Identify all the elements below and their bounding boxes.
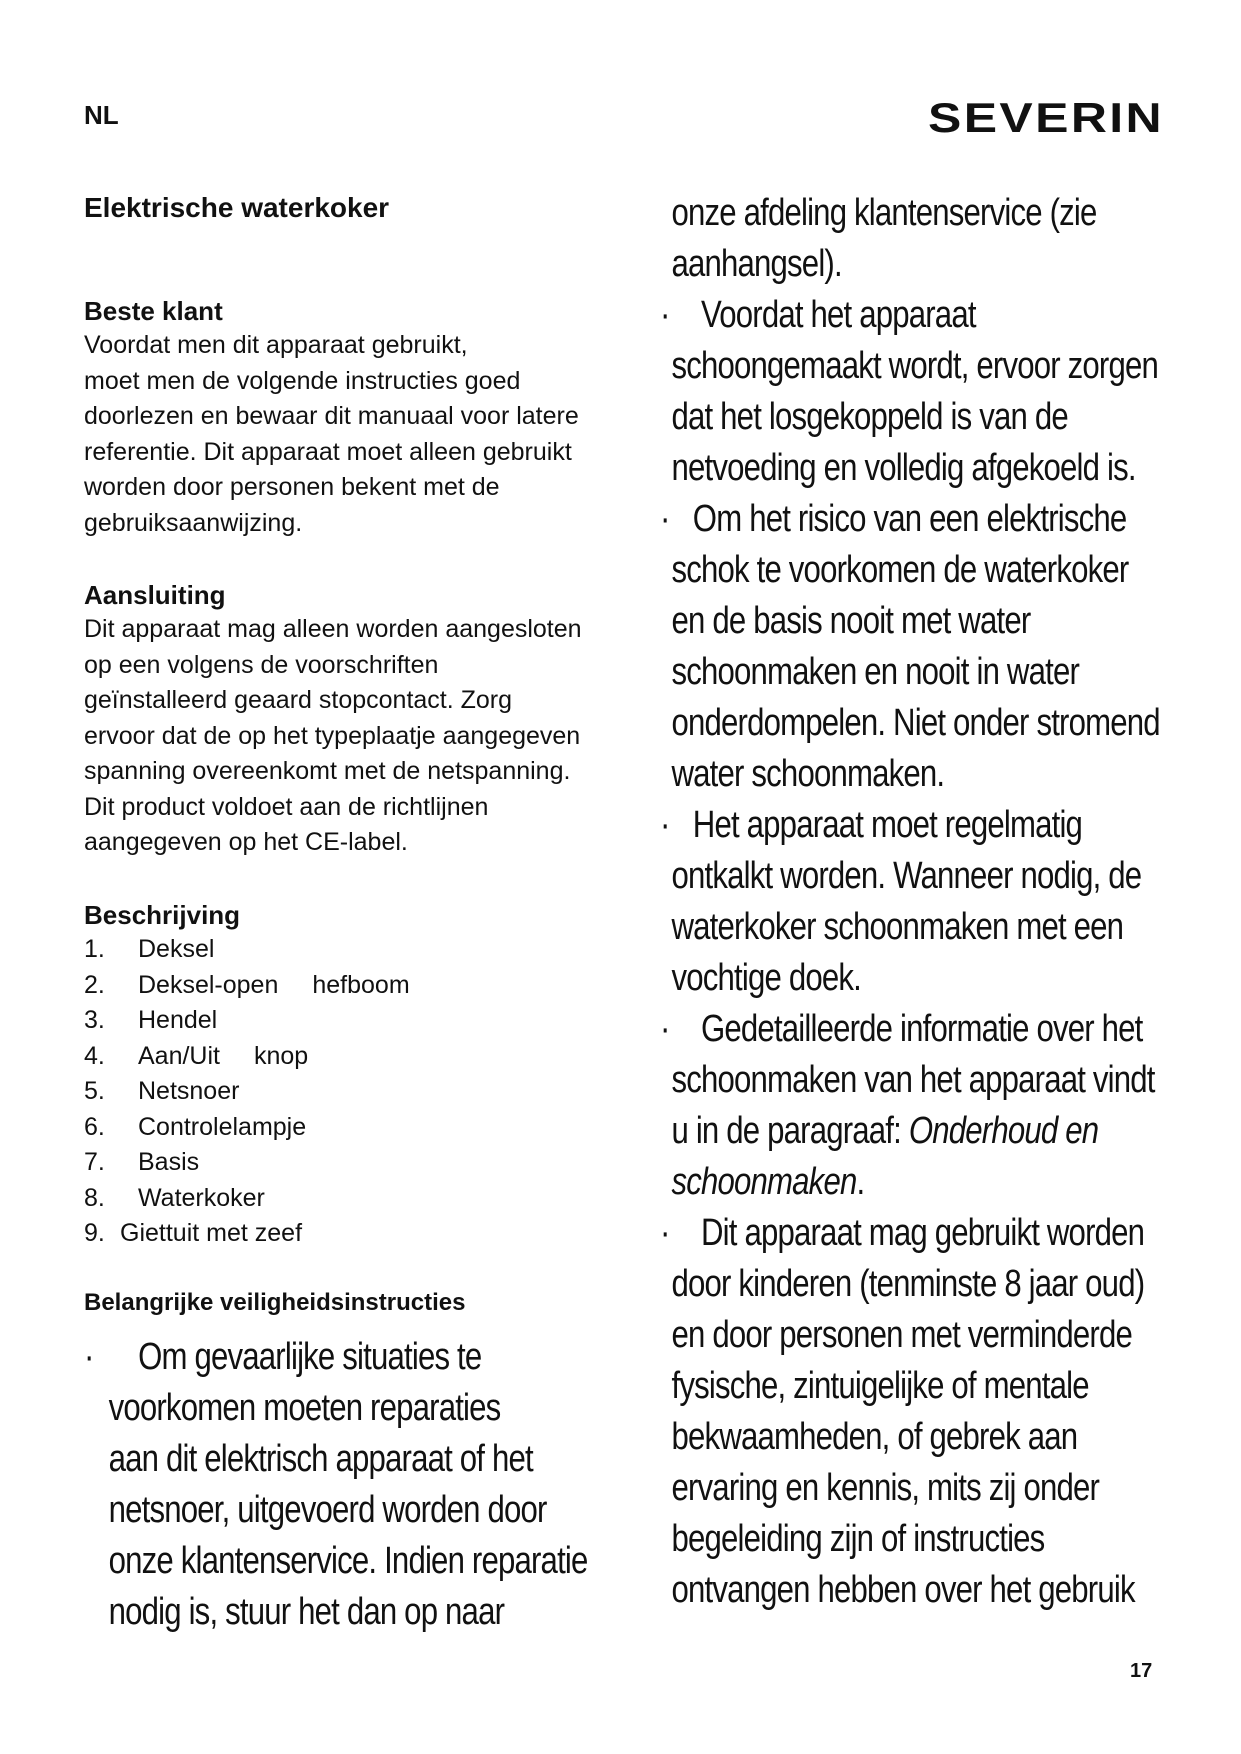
italic-reference: schoonmaken (671, 1161, 857, 1203)
bullet-line: waterkoker schoonmaken met een (671, 906, 1124, 948)
bullet-line: nodig is, stuur het dan op naar (108, 1591, 505, 1633)
page-number: 17 (1130, 1660, 1153, 1682)
list-item (84, 1074, 624, 1110)
bullet-dot: · (84, 1336, 94, 1378)
bullet-line: schok te voorkomen de waterkoker (671, 549, 1129, 591)
safety-heading: Belangrijke veiligheidsinstructies (84, 1289, 466, 1316)
bullet-line: en de basis nooit met water (671, 600, 1031, 642)
bullet-line: voorkomen moeten reparaties (108, 1387, 501, 1429)
connection-line: Dit apparaat mag alleen worden aangesloten (84, 615, 582, 643)
list-item (84, 1039, 624, 1075)
bullet-line: schoonmaken. (671, 1161, 865, 1203)
bullet-line: schoongemaakt wordt, ervoor zorgen (671, 345, 1159, 387)
bullet-line: schoonmaken van het apparaat vindt (671, 1059, 1155, 1101)
bullet-line: · Dit apparaat mag gebruikt worden (660, 1208, 1160, 1259)
list-item-number: 1. (84, 935, 105, 963)
bullet-line: u in de paragraaf: Onderhoud en (671, 1110, 1099, 1152)
connection-line: aangegeven op het CE-label. (84, 828, 408, 856)
list-item-label: Deksel (138, 935, 215, 963)
italic-reference: Onderhoud en (908, 1110, 1099, 1152)
svg-text:SEVERIN: SEVERIN (928, 96, 1164, 140)
bullet-dot: · (660, 1212, 670, 1254)
list-item (84, 1216, 624, 1252)
list-item-extra: knop (253, 1041, 309, 1070)
bullet-line: vochtige doek. (671, 957, 861, 999)
list-item-number: 3. (84, 1006, 105, 1034)
connection-section (84, 578, 624, 861)
language-code: NL (84, 100, 119, 130)
list-item-label: Giettuit met zeef (120, 1219, 303, 1247)
greeting-line: doorlezen en bewaar dit manuaal voor latere (84, 402, 579, 430)
list-item-label: Hendel (138, 1006, 218, 1034)
greeting-line: worden door personen bekent met de (84, 473, 500, 501)
bullet-line: begeleiding zijn of instructies (671, 1518, 1045, 1560)
bullet-line: door kinderen (tenminste 8 jaar oud) (671, 1263, 1145, 1305)
bullet-line: onze klantenservice. Indien reparatie (108, 1540, 588, 1582)
list-item-number: 5. (84, 1077, 105, 1105)
greeting-heading: Beste klant (84, 296, 223, 326)
connection-line: Dit product voldoet aan de richtlijnen (84, 792, 489, 821)
greeting-line: referentie. Dit apparaat moet alleen gebruikt (84, 437, 572, 466)
bullet-line: · Het apparaat moet regelmatig (660, 800, 1160, 851)
severin-logo (928, 96, 1166, 140)
list-item (84, 1181, 624, 1217)
greeting-line: gebruiksaanwijzing. (84, 508, 303, 537)
list-item-number: 2. (84, 970, 105, 999)
continuation-line: aanhangsel). (671, 243, 842, 285)
right-column-text (660, 188, 1241, 1616)
bullet-line: ontkalkt worden. Wanneer nodig, de (671, 855, 1142, 897)
bullet-line: ervaring en kennis, mits zij onder (671, 1467, 1100, 1509)
list-item-number: 4. (84, 1041, 105, 1070)
bullet-line: · Gedetailleerde informatie over het (660, 1004, 1160, 1055)
continuation-line: onze afdeling klantenservice (zie (671, 192, 1097, 234)
greeting-section (84, 294, 624, 541)
list-item (84, 932, 624, 968)
bullet-dot: · (660, 804, 670, 846)
connection-line: spanning overeenkomt met de netspanning. (84, 757, 571, 785)
bullet-line: dat het losgekoppeld is van de (671, 396, 1068, 438)
bullet-line: bekwaamheden, of gebrek aan (671, 1416, 1078, 1458)
connection-heading: Aansluiting (84, 580, 226, 610)
list-item-label: Waterkoker (138, 1183, 265, 1212)
bullet-line: water schoonmaken. (671, 753, 945, 795)
document-title: Elektrische waterkoker (84, 192, 390, 223)
greeting-line: Voordat men dit apparaat gebruikt, (84, 331, 468, 359)
list-item-number: 8. (84, 1183, 105, 1212)
bullet-line: netsnoer, uitgevoerd worden door (108, 1489, 547, 1531)
bullet-line: fysische, zintuigelijke of mentale (671, 1365, 1089, 1407)
bullet-line: onderdompelen. Niet onder stromend (671, 702, 1160, 744)
connection-line: geïnstalleerd geaard stopcontact. Zorg (84, 686, 513, 714)
description-heading: Beschrijving (84, 900, 241, 930)
list-item-number: 6. (84, 1112, 105, 1141)
bullet-line: schoonmaken en nooit in water (671, 651, 1080, 693)
bullet-dot: · (660, 294, 670, 336)
bullet-line: · Om gevaarlijke situaties te (84, 1332, 588, 1383)
greeting-line: moet men de volgende instructies goed (84, 366, 521, 395)
list-item (84, 1003, 624, 1039)
safety-section (84, 1286, 624, 1320)
list-item-extra: hefboom (312, 970, 410, 999)
bullet-line: · Voordat het apparaat (660, 290, 1160, 341)
connection-line: ervoor dat de op het typeplaatje aangegeven (84, 721, 581, 750)
list-item-label: Netsnoer (138, 1077, 240, 1105)
bullet-line: en door personen met verminderde (671, 1314, 1132, 1356)
list-item-label: Basis (138, 1148, 200, 1176)
connection-line: op een volgens de voorschriften (84, 650, 439, 679)
list-item-number: 7. (84, 1148, 105, 1176)
list-item-label: Aan/Uit (138, 1041, 220, 1070)
list-item-label: Controlelampje (138, 1112, 307, 1141)
bullet-line: · Om het risico van een elektrische (660, 494, 1160, 545)
list-item-number: 9. (84, 1219, 105, 1247)
list-item (84, 1110, 624, 1146)
list-item (84, 1145, 624, 1181)
bullet-line: netvoeding en volledig afgekoeld is. (671, 447, 1136, 489)
bullet-line: ontvangen hebben over het gebruik (671, 1569, 1135, 1611)
bullet-dot: · (660, 1008, 670, 1050)
bullet-line: aan dit elektrisch apparaat of het (108, 1438, 533, 1480)
list-item-label: Deksel-open (138, 970, 279, 999)
safety-bullet-1 (84, 1332, 698, 1638)
list-item (84, 968, 624, 1004)
left-column (84, 190, 624, 1633)
description-section (84, 898, 624, 1252)
bullet-dot: · (660, 498, 670, 540)
